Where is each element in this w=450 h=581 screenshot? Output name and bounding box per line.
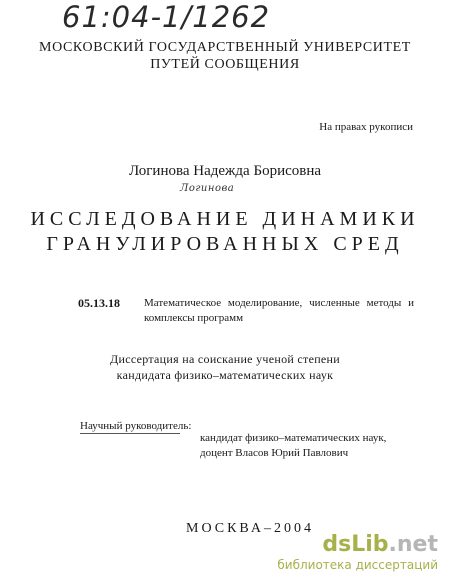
dslib-watermark-logo[interactable]: [322, 532, 438, 557]
dissertation-degree-line1: Диссертация на соискание ученой степени: [109, 352, 340, 366]
rights-note: На правах рукописи: [319, 121, 413, 133]
thesis-title-line2: ГРАНУЛИРОВАННЫХ СРЕД: [46, 233, 404, 255]
supervisor-label: Научный руководитель:: [80, 420, 192, 432]
university-name-line1: МОСКОВСКИЙ ГОСУДАРСТВЕННЫЙ УНИВЕРСИТЕТ: [39, 40, 411, 55]
watermark-logo-part1: dsLib: [322, 532, 389, 557]
supervisor-degree: кандидат физико–математических наук,: [200, 432, 387, 444]
author-signature: Логинова: [180, 183, 235, 194]
dissertation-degree-line2: кандидата физико–математических наук: [116, 368, 334, 382]
supervisor-name: доцент Власов Юрий Павлович: [200, 447, 349, 459]
university-name-line2: ПУТЕЙ СООБЩЕНИЯ: [150, 57, 300, 72]
city-year: МОСКВА–2004: [186, 521, 314, 536]
specialty-code: 05.13.18: [78, 296, 120, 310]
supervisor-underline: [80, 433, 180, 434]
watermark-logo-part2: .net: [388, 532, 438, 557]
specialty-description: Математическое моделирование, численные методы и комплексы программ: [144, 297, 414, 324]
thesis-title-line1: ИССЛЕДОВАНИЕ ДИНАМИКИ: [30, 208, 420, 230]
author-name: Логинова Надежда Борисовна: [128, 163, 322, 179]
library-stamp: 61:04-1/1262: [62, 0, 271, 34]
watermark-subtitle: библиотека диссертаций: [277, 558, 438, 572]
